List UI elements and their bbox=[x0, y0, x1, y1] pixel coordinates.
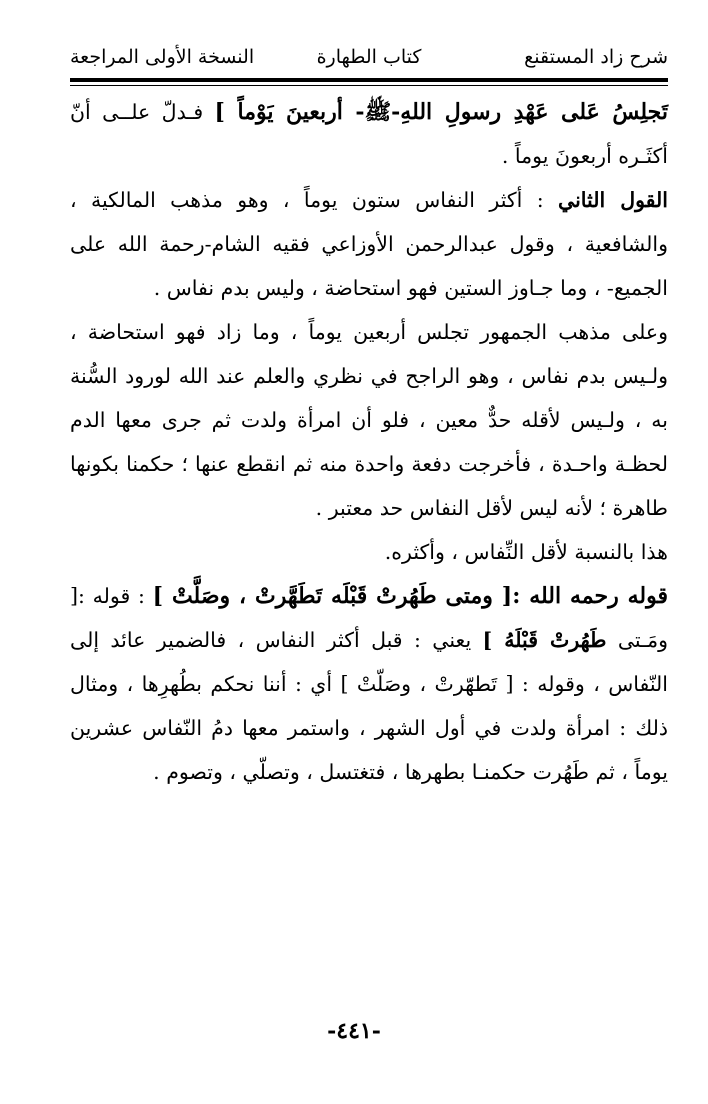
paragraph-1 bbox=[70, 90, 668, 178]
paragraph-5-text: يعني : قبل أكثر النفاس ، فالضمير عائد إلى النّفاس ، وقوله : [ تَطهّرتْ ، وصَلّتْ ] أي : أننا نحكم بطُهرِها ، ومثال ذلك : امرأة ولدت في أول الشهر ، واستمر معها دمُ النّفاس عشرين يوماً ، ثم طَهُرت حكمنـا بطهرها ، فتغتسل ، وتصلّي ، وتصوم . bbox=[70, 628, 668, 784]
second-opinion-heading: القول الثاني bbox=[558, 188, 668, 212]
header-book-title: شرح زاد المستقنع bbox=[524, 46, 668, 68]
paragraph-5 bbox=[70, 574, 668, 794]
paragraph-4: هذا بالنسبة لأقل النِّفاس ، وأكثره. bbox=[384, 540, 668, 564]
paragraph-2 bbox=[70, 178, 668, 310]
paragraph-5-intro: : قوله :[ ومَـتى bbox=[70, 584, 668, 652]
paragraph-2-text: : أكثر النفاس ستون يوماً ، وهو مذهب المالكية ، والشافعية ، وقول عبدالرحمن الأوزاعي فقيه الشام-رحمة الله على الجميع- ، وما جـاوز الستين فهو استحاضة ، وليس بدم نفاس . bbox=[70, 188, 668, 300]
matn-quote: قوله رحمه الله :[ ومتى طَهُرتْ قَبْلَه تَطَهَّرتْ ، وصَلَّتْ ] bbox=[152, 583, 668, 609]
header-edition: النسخة الأولى المراجعة bbox=[70, 46, 255, 68]
page-number: -٤٤١- bbox=[327, 1018, 381, 1044]
quoted-hadith: تَجلِسُ عَلى عَهْدِ رسولِ اللهِ-ﷺ- أربعينَ يَوْماً ] bbox=[214, 99, 668, 125]
header-rule-thick bbox=[70, 78, 668, 82]
page-header bbox=[70, 40, 668, 76]
page-body bbox=[70, 90, 668, 794]
matn-quote-2: طَهُرتْ قَبْلَهُ ] bbox=[482, 628, 607, 652]
header-chapter-title: كتاب الطهارة bbox=[316, 46, 422, 68]
paragraph-1-text: فـدلّ علــى أنّ أكثَـره أربعونَ يوماً . bbox=[70, 100, 668, 168]
header-rule-thin bbox=[70, 85, 668, 86]
paragraph-3: وعلى مذهب الجمهور تجلس أربعين يوماً ، وما زاد فهو استحاضة ، ولـيس بدم نفاس ، وهو الراجح في نظري والعلم عند الله لورود السُّنة به ، ولـيس لأقله حدٌّ معين ، فلو أن امرأة ولدت ثم جرى معها الدم لحظـة واحـدة ، فأخرجت دفعة واحدة منه ثم انقطع عنها ؛ حكمنا بكونها طاهرة ؛ لأنه ليس لأقل النفاس حد معتبر . bbox=[70, 320, 668, 520]
